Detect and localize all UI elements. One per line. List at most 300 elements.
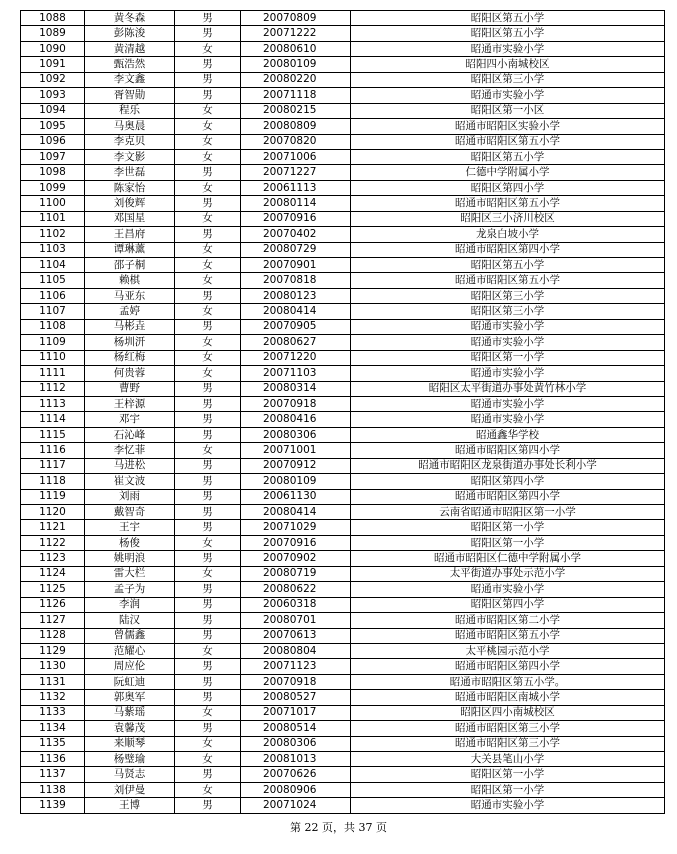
student-name-cell: 李文影	[85, 149, 175, 164]
gender-cell: 男	[175, 474, 241, 489]
gender-cell: 男	[175, 412, 241, 427]
gender-cell: 男	[175, 489, 241, 504]
birth-date-cell: 20080622	[241, 582, 351, 597]
table-row	[21, 752, 665, 767]
school-name-cell: 昭通市昭阳区第五小学。	[351, 674, 665, 689]
table-row	[21, 613, 665, 628]
gender-cell: 男	[175, 57, 241, 72]
table-row	[21, 319, 665, 334]
birth-date-cell: 20070613	[241, 628, 351, 643]
student-name-cell: 马进松	[85, 458, 175, 473]
table-row	[21, 767, 665, 782]
row-number-cell: 1139	[21, 798, 85, 813]
row-number-cell: 1123	[21, 551, 85, 566]
row-number-cell: 1099	[21, 180, 85, 195]
row-number-cell: 1103	[21, 242, 85, 257]
row-number-cell: 1133	[21, 705, 85, 720]
table-row	[21, 705, 665, 720]
school-name-cell: 昭阳区四小南城校区	[351, 705, 665, 720]
student-name-cell: 孟子为	[85, 582, 175, 597]
birth-date-cell: 20061113	[241, 180, 351, 195]
row-number-cell: 1097	[21, 149, 85, 164]
birth-date-cell: 20071118	[241, 88, 351, 103]
gender-cell: 男	[175, 551, 241, 566]
birth-date-cell: 20071220	[241, 350, 351, 365]
school-name-cell: 太平街道办事处示范小学	[351, 566, 665, 581]
school-name-cell: 昭通市昭阳区仁德中学附属小学	[351, 551, 665, 566]
row-number-cell: 1102	[21, 227, 85, 242]
school-name-cell: 昭阳区第四小学	[351, 597, 665, 612]
school-name-cell: 昭通市昭阳区第二小学	[351, 613, 665, 628]
row-number-cell: 1090	[21, 41, 85, 56]
school-name-cell: 昭阳区第三小学	[351, 72, 665, 87]
birth-date-cell: 20071123	[241, 659, 351, 674]
birth-date-cell: 20081013	[241, 752, 351, 767]
student-name-cell: 刘俊辉	[85, 196, 175, 211]
birth-date-cell: 20080416	[241, 412, 351, 427]
gender-cell: 男	[175, 458, 241, 473]
table-row	[21, 72, 665, 87]
student-name-cell: 邵子桐	[85, 258, 175, 273]
school-name-cell: 昭通市实验小学	[351, 412, 665, 427]
student-name-cell: 杨圳汧	[85, 335, 175, 350]
table-row	[21, 489, 665, 504]
row-number-cell: 1105	[21, 273, 85, 288]
table-row	[21, 458, 665, 473]
student-name-cell: 马奥晨	[85, 119, 175, 134]
table-row	[21, 520, 665, 535]
birth-date-cell: 20080701	[241, 613, 351, 628]
school-name-cell: 昭阳区第五小学	[351, 11, 665, 26]
school-name-cell: 昭通市实验小学	[351, 319, 665, 334]
table-row	[21, 474, 665, 489]
table-row	[21, 196, 665, 211]
gender-cell: 女	[175, 258, 241, 273]
student-name-cell: 马亚东	[85, 288, 175, 303]
school-name-cell: 昭通市实验小学	[351, 88, 665, 103]
row-number-cell: 1137	[21, 767, 85, 782]
birth-date-cell: 20080109	[241, 474, 351, 489]
row-number-cell: 1088	[21, 11, 85, 26]
gender-cell: 女	[175, 335, 241, 350]
birth-date-cell: 20070916	[241, 535, 351, 550]
school-name-cell: 龙泉白坡小学	[351, 227, 665, 242]
student-name-cell: 邓宇	[85, 412, 175, 427]
table-row	[21, 396, 665, 411]
student-name-cell: 崔文波	[85, 474, 175, 489]
row-number-cell: 1089	[21, 26, 85, 41]
row-number-cell: 1110	[21, 350, 85, 365]
table-row	[21, 103, 665, 118]
student-name-cell: 马紫瑶	[85, 705, 175, 720]
table-row	[21, 628, 665, 643]
school-name-cell: 昭通市实验小学	[351, 582, 665, 597]
gender-cell: 男	[175, 319, 241, 334]
birth-date-cell: 20080729	[241, 242, 351, 257]
table-row	[21, 211, 665, 226]
student-name-cell: 杨俊	[85, 535, 175, 550]
student-name-cell: 来顺琴	[85, 736, 175, 751]
school-name-cell: 昭通市昭阳区南城小学	[351, 690, 665, 705]
student-name-cell: 曹野	[85, 381, 175, 396]
table-row	[21, 26, 665, 41]
birth-date-cell: 20080414	[241, 505, 351, 520]
row-number-cell: 1127	[21, 613, 85, 628]
table-row	[21, 381, 665, 396]
student-name-cell: 何贵蓉	[85, 366, 175, 381]
student-name-cell: 孟婷	[85, 304, 175, 319]
student-name-cell: 李忆菲	[85, 443, 175, 458]
table-row	[21, 350, 665, 365]
school-name-cell: 昭通市昭阳区龙泉街道办事处长利小学	[351, 458, 665, 473]
student-name-cell: 王昌府	[85, 227, 175, 242]
row-number-cell: 1108	[21, 319, 85, 334]
student-name-cell: 袁馨茂	[85, 721, 175, 736]
table-row	[21, 721, 665, 736]
birth-date-cell: 20080804	[241, 643, 351, 658]
student-name-cell: 石沁峰	[85, 427, 175, 442]
table-row	[21, 690, 665, 705]
table-row	[21, 180, 665, 195]
student-name-cell: 王梓源	[85, 396, 175, 411]
birth-date-cell: 20070402	[241, 227, 351, 242]
table-row	[21, 88, 665, 103]
gender-cell: 女	[175, 134, 241, 149]
table-row	[21, 505, 665, 520]
student-name-cell: 戴智奇	[85, 505, 175, 520]
school-name-cell: 昭通市昭阳区第四小学	[351, 489, 665, 504]
student-name-cell: 谭琳薰	[85, 242, 175, 257]
birth-date-cell: 20070626	[241, 767, 351, 782]
birth-date-cell: 20071017	[241, 705, 351, 720]
gender-cell: 男	[175, 288, 241, 303]
student-name-cell: 甄浩然	[85, 57, 175, 72]
table-row	[21, 258, 665, 273]
school-name-cell: 昭通市昭阳区第五小学	[351, 134, 665, 149]
birth-date-cell: 20080314	[241, 381, 351, 396]
table-row	[21, 582, 665, 597]
gender-cell: 女	[175, 535, 241, 550]
school-name-cell: 昭通市昭阳区第五小学	[351, 628, 665, 643]
gender-cell: 男	[175, 505, 241, 520]
student-name-cell: 阮虹迪	[85, 674, 175, 689]
gender-cell: 女	[175, 566, 241, 581]
birth-date-cell: 20071227	[241, 165, 351, 180]
row-number-cell: 1094	[21, 103, 85, 118]
page-footer: 第 22 页，共 37 页	[290, 821, 387, 834]
school-name-cell: 昭通鑫华学校	[351, 427, 665, 442]
birth-date-cell: 20080809	[241, 119, 351, 134]
school-name-cell: 昭阳区第三小学	[351, 288, 665, 303]
row-number-cell: 1126	[21, 597, 85, 612]
birth-date-cell: 20071222	[241, 26, 351, 41]
student-name-cell: 马贤志	[85, 767, 175, 782]
school-name-cell: 昭阳区第四小学	[351, 474, 665, 489]
gender-cell: 男	[175, 674, 241, 689]
row-number-cell: 1104	[21, 258, 85, 273]
school-name-cell: 昭阳区第一小区	[351, 103, 665, 118]
gender-cell: 女	[175, 643, 241, 658]
table-row	[21, 736, 665, 751]
gender-cell: 男	[175, 613, 241, 628]
school-name-cell: 昭阳区第五小学	[351, 26, 665, 41]
birth-date-cell: 20080306	[241, 736, 351, 751]
gender-cell: 女	[175, 736, 241, 751]
school-name-cell: 昭通市昭阳区实验小学	[351, 119, 665, 134]
gender-cell: 女	[175, 41, 241, 56]
birth-date-cell: 20070818	[241, 273, 351, 288]
student-name-cell: 杨璧瑜	[85, 752, 175, 767]
table-row	[21, 335, 665, 350]
row-number-cell: 1093	[21, 88, 85, 103]
table-row	[21, 227, 665, 242]
birth-date-cell: 20080514	[241, 721, 351, 736]
row-number-cell: 1101	[21, 211, 85, 226]
birth-date-cell: 20070901	[241, 258, 351, 273]
gender-cell: 男	[175, 196, 241, 211]
school-name-cell: 昭阳区第一小学	[351, 520, 665, 535]
school-name-cell: 昭通市昭阳区第四小学	[351, 443, 665, 458]
student-name-cell: 郭奥军	[85, 690, 175, 705]
school-name-cell: 云南省昭通市昭阳区第一小学	[351, 505, 665, 520]
school-name-cell: 昭阳区太平街道办事处黄竹林小学	[351, 381, 665, 396]
row-number-cell: 1116	[21, 443, 85, 458]
student-name-cell: 陈家怡	[85, 180, 175, 195]
birth-date-cell: 20071006	[241, 149, 351, 164]
birth-date-cell: 20080220	[241, 72, 351, 87]
gender-cell: 女	[175, 350, 241, 365]
table-row	[21, 366, 665, 381]
school-name-cell: 昭阳四小南城校区	[351, 57, 665, 72]
table-row	[21, 242, 665, 257]
school-name-cell: 昭通市昭阳区第四小学	[351, 659, 665, 674]
school-name-cell: 昭通市实验小学	[351, 366, 665, 381]
row-number-cell: 1113	[21, 396, 85, 411]
school-name-cell: 昭通市昭阳区第四小学	[351, 242, 665, 257]
birth-date-cell: 20080306	[241, 427, 351, 442]
row-number-cell: 1107	[21, 304, 85, 319]
row-number-cell: 1119	[21, 489, 85, 504]
gender-cell: 女	[175, 119, 241, 134]
row-number-cell: 1100	[21, 196, 85, 211]
student-name-cell: 姚明浪	[85, 551, 175, 566]
birth-date-cell: 20070902	[241, 551, 351, 566]
gender-cell: 男	[175, 396, 241, 411]
gender-cell: 女	[175, 705, 241, 720]
school-name-cell: 昭阳区第五小学	[351, 149, 665, 164]
school-name-cell: 太平桃园示范小学	[351, 643, 665, 658]
table-row	[21, 597, 665, 612]
student-name-cell: 李克贝	[85, 134, 175, 149]
row-number-cell: 1098	[21, 165, 85, 180]
row-number-cell: 1125	[21, 582, 85, 597]
table-row	[21, 165, 665, 180]
row-number-cell: 1106	[21, 288, 85, 303]
birth-date-cell: 20080719	[241, 566, 351, 581]
school-name-cell: 大关县笔山小学	[351, 752, 665, 767]
student-name-cell: 刘伊曼	[85, 782, 175, 797]
school-name-cell: 昭通市昭阳区第三小学	[351, 736, 665, 751]
table-row	[21, 566, 665, 581]
gender-cell: 男	[175, 381, 241, 396]
birth-date-cell: 20071103	[241, 366, 351, 381]
birth-date-cell: 20060318	[241, 597, 351, 612]
gender-cell: 男	[175, 628, 241, 643]
row-number-cell: 1120	[21, 505, 85, 520]
table-row	[21, 412, 665, 427]
school-name-cell: 昭通市实验小学	[351, 335, 665, 350]
gender-cell: 女	[175, 443, 241, 458]
school-name-cell: 昭通市昭阳区第三小学	[351, 721, 665, 736]
student-name-cell: 胥智勋	[85, 88, 175, 103]
student-name-cell: 李世磊	[85, 165, 175, 180]
table-row	[21, 798, 665, 813]
gender-cell: 女	[175, 273, 241, 288]
birth-date-cell: 20071001	[241, 443, 351, 458]
birth-date-cell: 20061130	[241, 489, 351, 504]
gender-cell: 男	[175, 427, 241, 442]
school-name-cell: 昭阳区第一小学	[351, 535, 665, 550]
gender-cell: 男	[175, 798, 241, 813]
gender-cell: 女	[175, 180, 241, 195]
gender-cell: 女	[175, 752, 241, 767]
birth-date-cell: 20070912	[241, 458, 351, 473]
student-name-cell: 马彬垚	[85, 319, 175, 334]
birth-date-cell: 20070905	[241, 319, 351, 334]
birth-date-cell: 20080414	[241, 304, 351, 319]
student-name-cell: 赖棋	[85, 273, 175, 288]
table-row	[21, 149, 665, 164]
gender-cell: 男	[175, 690, 241, 705]
birth-date-cell: 20070916	[241, 211, 351, 226]
school-name-cell: 仁德中学附属小学	[351, 165, 665, 180]
row-number-cell: 1111	[21, 366, 85, 381]
birth-date-cell: 20071029	[241, 520, 351, 535]
row-number-cell: 1129	[21, 643, 85, 658]
row-number-cell: 1109	[21, 335, 85, 350]
gender-cell: 男	[175, 72, 241, 87]
student-name-cell: 李润	[85, 597, 175, 612]
student-name-cell: 杨红梅	[85, 350, 175, 365]
gender-cell: 女	[175, 103, 241, 118]
birth-date-cell: 20070809	[241, 11, 351, 26]
school-name-cell: 昭通市昭阳区第五小学	[351, 273, 665, 288]
table-row	[21, 782, 665, 797]
student-name-cell: 黄清越	[85, 41, 175, 56]
student-name-cell: 周应伦	[85, 659, 175, 674]
table-row	[21, 674, 665, 689]
table-row	[21, 443, 665, 458]
gender-cell: 男	[175, 721, 241, 736]
birth-date-cell: 20070918	[241, 396, 351, 411]
school-name-cell: 昭阳区第一小学	[351, 782, 665, 797]
gender-cell: 男	[175, 597, 241, 612]
table-row	[21, 134, 665, 149]
student-name-cell: 邓国星	[85, 211, 175, 226]
row-number-cell: 1114	[21, 412, 85, 427]
birth-date-cell: 20070918	[241, 674, 351, 689]
school-name-cell: 昭通市昭阳区第五小学	[351, 196, 665, 211]
birth-date-cell: 20071024	[241, 798, 351, 813]
school-name-cell: 昭阳区第四小学	[351, 180, 665, 195]
gender-cell: 男	[175, 165, 241, 180]
row-number-cell: 1138	[21, 782, 85, 797]
birth-date-cell: 20080906	[241, 782, 351, 797]
birth-date-cell: 20070820	[241, 134, 351, 149]
gender-cell: 女	[175, 211, 241, 226]
row-number-cell: 1117	[21, 458, 85, 473]
school-name-cell: 昭阳区第三小学	[351, 304, 665, 319]
school-name-cell: 昭阳区第一小学	[351, 350, 665, 365]
row-number-cell: 1121	[21, 520, 85, 535]
birth-date-cell: 20080610	[241, 41, 351, 56]
row-number-cell: 1122	[21, 535, 85, 550]
row-number-cell: 1134	[21, 721, 85, 736]
birth-date-cell: 20080123	[241, 288, 351, 303]
row-number-cell: 1115	[21, 427, 85, 442]
row-number-cell: 1091	[21, 57, 85, 72]
student-name-cell: 陆汉	[85, 613, 175, 628]
student-name-cell: 王宇	[85, 520, 175, 535]
school-name-cell: 昭通市实验小学	[351, 798, 665, 813]
student-name-cell: 黄冬森	[85, 11, 175, 26]
table-row	[21, 57, 665, 72]
student-name-cell: 刘雨	[85, 489, 175, 504]
row-number-cell: 1092	[21, 72, 85, 87]
school-name-cell: 昭通市实验小学	[351, 41, 665, 56]
student-name-cell: 范耀心	[85, 643, 175, 658]
gender-cell: 男	[175, 227, 241, 242]
table-row	[21, 273, 665, 288]
table-row	[21, 288, 665, 303]
gender-cell: 男	[175, 26, 241, 41]
school-name-cell: 昭阳区三小济川校区	[351, 211, 665, 226]
birth-date-cell: 20080527	[241, 690, 351, 705]
student-name-cell: 李文鑫	[85, 72, 175, 87]
table-row	[21, 551, 665, 566]
table-row	[21, 427, 665, 442]
gender-cell: 女	[175, 304, 241, 319]
student-name-cell: 彭陈浚	[85, 26, 175, 41]
gender-cell: 女	[175, 242, 241, 257]
row-number-cell: 1124	[21, 566, 85, 581]
table-row	[21, 535, 665, 550]
table-row	[21, 643, 665, 658]
school-name-cell: 昭阳区第一小学	[351, 767, 665, 782]
birth-date-cell: 20080109	[241, 57, 351, 72]
table-row	[21, 41, 665, 56]
row-number-cell: 1095	[21, 119, 85, 134]
row-number-cell: 1132	[21, 690, 85, 705]
student-name-cell: 曾儒鑫	[85, 628, 175, 643]
row-number-cell: 1131	[21, 674, 85, 689]
gender-cell: 女	[175, 782, 241, 797]
table-row	[21, 11, 665, 26]
row-number-cell: 1096	[21, 134, 85, 149]
table-row	[21, 659, 665, 674]
gender-cell: 女	[175, 366, 241, 381]
row-number-cell: 1112	[21, 381, 85, 396]
gender-cell: 男	[175, 582, 241, 597]
row-number-cell: 1118	[21, 474, 85, 489]
table-row	[21, 304, 665, 319]
gender-cell: 男	[175, 520, 241, 535]
row-number-cell: 1135	[21, 736, 85, 751]
student-name-cell: 雷大栏	[85, 566, 175, 581]
gender-cell: 女	[175, 149, 241, 164]
student-name-cell: 王博	[85, 798, 175, 813]
gender-cell: 男	[175, 88, 241, 103]
